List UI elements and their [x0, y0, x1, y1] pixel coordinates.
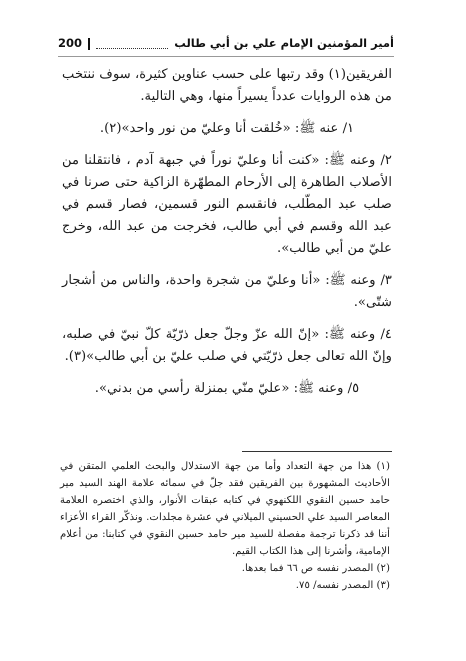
hadith-3: ٣/ وعنه ﷺ: «أنا وعليّ من شجرة واحدة، والناس من أشجار شتّى».	[62, 273, 392, 310]
footnote-separator	[242, 451, 392, 452]
header-rule	[58, 56, 394, 57]
hadith-5: ٥/ وعنه ﷺ: «عليّ منّي بمنزلة رأسي من بدني».	[94, 381, 360, 396]
hadith-2: ٢/ وعنه ﷺ: «كنت أنا وعليّ نوراً في جبهة آدم ، فانتقلنا من الأصلاب الطاهرة إلى الأرحام المطهّرة الزاكية حتى صرنا في صلب عبد المطّلب، فانقسم النور قسمين، فصار قسم في عبد الله وقسم في أبي طالب، فخرجت من عبد الله، وخرج عليّ من أبي طالب».	[62, 153, 392, 256]
hadith-4: ٤/ وعنه ﷺ: «إنّ الله عزّ وجلّ جعل ذرّيّة كلّ نبيّ في صلبه، وإنّ الله تعالى جعل ذرّيّتي في صلب عليّ بن أبي طالب»(٣).	[62, 327, 392, 364]
page-header	[58, 33, 394, 53]
paragraph-intro: الفريقين(١) وقد رتبها على حسب عناوين كثيرة، سوف ننتخب من هذه الروايات عدداً يسيراً منها، وهي التالية.	[62, 67, 392, 104]
footnotes	[60, 458, 390, 594]
hadith-1: ١/ عنه ﷺ: «خُلقت أنا وعليّ من نور واحد»(٢).	[99, 121, 355, 136]
footnote-2: (٢) المصدر نفسه ص ٦٦ فما بعدها.	[241, 563, 390, 574]
footnote-1: (١) هذا من جهة التعداد وأما من جهة الاستدلال والبحث العلمي المتقن في الأحاديث المشهورة بين الفريقين فقد جلّ في سمائه علامة الهند السيد مير حامد حسين النقوي اللكنهوي في كتابه عبقات الأنوار، والذي اختصره العلامة المعاصر السيد علي الحسيني الميلاني في عشرة مجلدات. ونذكّر القراء الأعزاء أننا قد ذكرنا ترجمة مفصلة للسيد مير حامد حسين النقوي في كتابنا: من أعلام الإمامية، وأشرنا إلى هذا الكتاب القيم.	[60, 461, 390, 557]
page-number: 200	[58, 36, 90, 50]
running-title: أمير المؤمنين الإمام علي بن أبي طالب	[174, 36, 394, 50]
footnote-3: (٣) المصدر نفسه/ ٧٥.	[295, 580, 390, 591]
main-text	[62, 64, 392, 410]
header-dot-leader	[96, 38, 169, 49]
